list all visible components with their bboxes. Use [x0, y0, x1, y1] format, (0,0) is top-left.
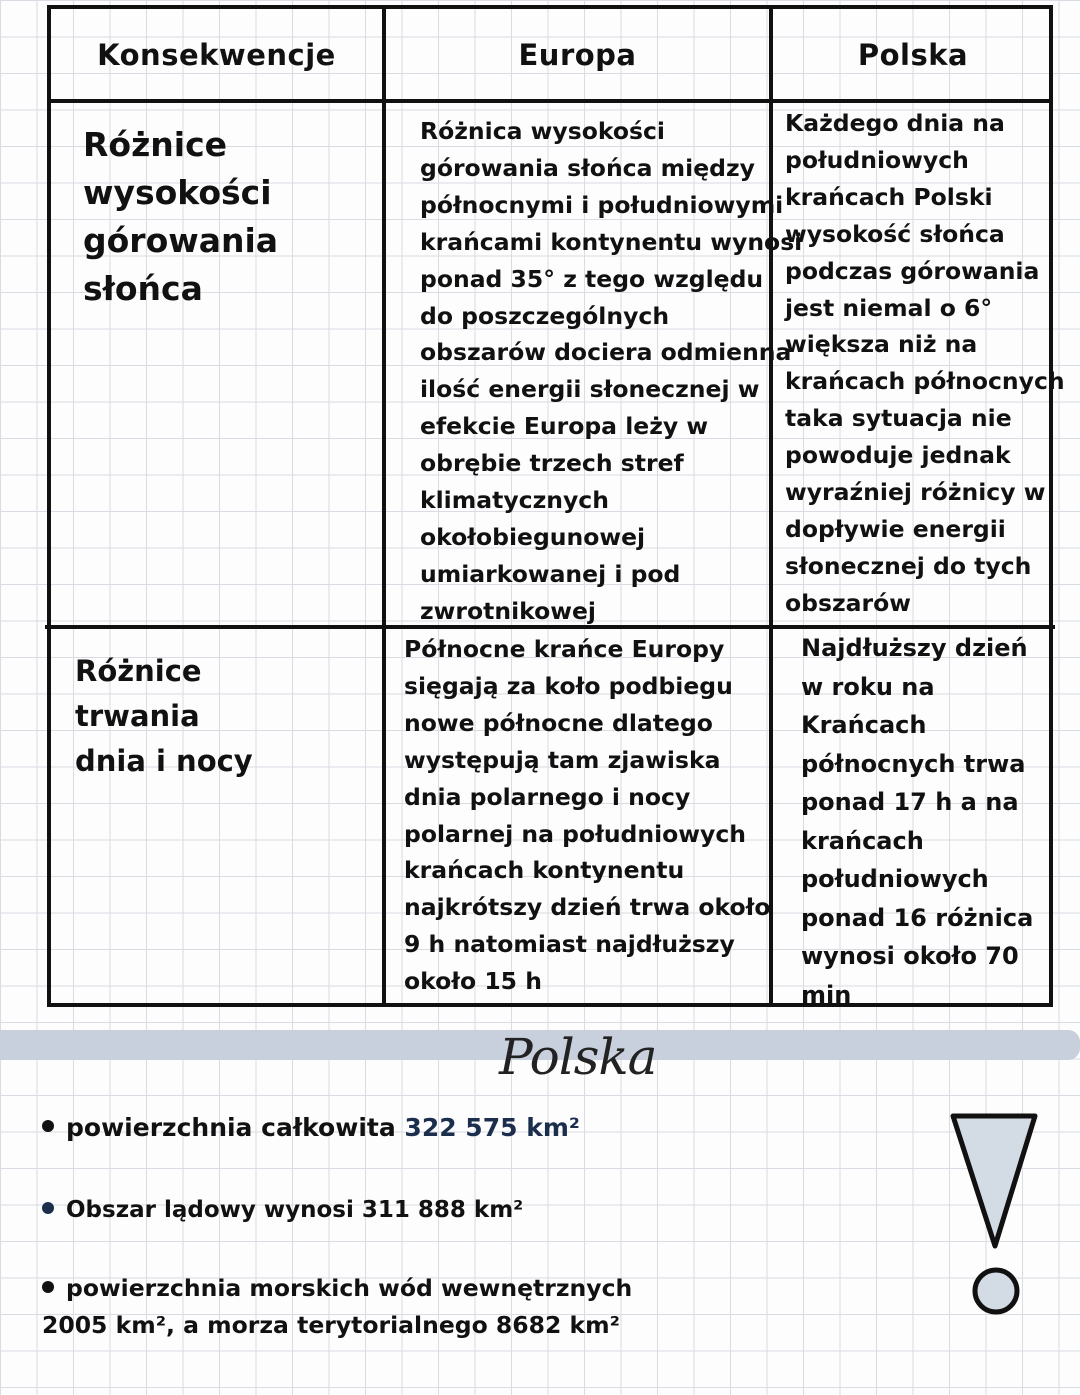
text-line: w roku na: [801, 672, 935, 701]
text-line: Najdłuższy dzień: [801, 634, 1028, 662]
text-line: słonecznej do tych: [785, 551, 1032, 580]
text-line: krańcami kontynentu wynosi: [420, 227, 803, 256]
text-line: umiarkowanej i pod: [420, 559, 681, 588]
bullet-dot: [42, 1281, 54, 1293]
row2-label-line: Różnice: [75, 654, 202, 688]
text-line: polarnej na południowych: [404, 819, 747, 848]
row2-label: [75, 649, 253, 784]
fact-line: 2005 km², a morza terytorialnego 8682 km²: [42, 1311, 620, 1339]
text-line: obrębie trzech stref: [420, 449, 684, 478]
fact-water-area: [42, 1270, 632, 1344]
text-line: ilość energii słonecznej w: [420, 375, 760, 404]
text-line: większa niż na: [785, 330, 978, 359]
text-line: Północne krańce Europy: [404, 635, 725, 663]
fact-text: powierzchnia morskich wód wewnętrznych: [66, 1274, 633, 1302]
text-line: jest niemal o 6°: [785, 293, 993, 322]
text-line: dopływie energii: [785, 514, 1006, 543]
text-line: wynosi około 70: [801, 942, 1019, 970]
bullet-dot: [42, 1202, 54, 1214]
header-europa: Europa: [518, 38, 637, 72]
text-line: południowych: [785, 145, 969, 174]
text-line: Różnica wysokości: [420, 117, 665, 145]
fact-line: [42, 1270, 632, 1307]
row1-label-line: górowania: [83, 221, 279, 260]
header-polska: Polska: [857, 38, 969, 72]
fact-text: powierzchnia całkowita: [66, 1113, 405, 1142]
row1-label-line: wysokości: [83, 173, 272, 212]
row2-label-line: dnia i nocy: [75, 744, 253, 778]
text-line: krańcach północnych: [785, 367, 1065, 396]
text-line: efekcie Europa leży w: [420, 412, 709, 441]
text-line: południowych: [801, 865, 989, 893]
row1-polska-text: [785, 105, 1065, 622]
text-line: ponad 35° z tego względu: [420, 264, 764, 293]
text-line: nowe północne dlatego: [404, 708, 713, 737]
exclamation-icon: [945, 1108, 1045, 1323]
bullet-dot: [42, 1120, 54, 1132]
column-divider: [382, 9, 386, 1003]
text-line: krańcach Polski: [785, 182, 993, 211]
row1-label: [83, 121, 278, 313]
text-line: zwrotnikowej: [420, 596, 596, 625]
row2-polska-text: [801, 629, 1033, 1014]
text-line: taka sytuacja nie: [785, 404, 1012, 433]
fact-text: Obszar lądowy wynosi 311 888 km²: [66, 1197, 524, 1223]
header-konsekwencje: Konsekwencje: [97, 38, 336, 72]
row1-label-line: słońca: [83, 269, 203, 308]
text-line: około 15 h: [404, 967, 542, 996]
text-line: krańcach kontynentu: [404, 856, 685, 885]
text-line: Każdego dnia na: [785, 109, 1005, 137]
text-line: wysokość słońca: [785, 219, 1005, 248]
comparison-table: [47, 5, 1065, 1009]
row1-label-line: Różnice: [83, 125, 228, 164]
text-line: ponad 17 h a na: [801, 788, 1019, 816]
fact-total-area: [42, 1113, 580, 1142]
text-line: 9 h natomiast najdłuższy: [404, 930, 735, 959]
text-line: północnych trwa: [801, 749, 1026, 778]
text-line: górowania słońca między: [420, 153, 755, 182]
text-line: północnymi i południowymi: [420, 190, 784, 219]
text-line: ponad 16 różnica: [801, 903, 1034, 932]
text-line: najkrótszy dzień trwa około: [404, 893, 771, 922]
text-line: krańcach: [801, 826, 924, 855]
fact-land-area: [42, 1197, 523, 1223]
text-line: obszarów dociera odmienna: [420, 338, 792, 367]
text-line: dnia polarnego i nocy: [404, 782, 691, 811]
text-line: do poszczególnych: [420, 301, 670, 330]
text-line: obszarów: [785, 588, 911, 617]
section-title: Polska: [499, 1028, 657, 1086]
text-line: podczas górowania: [785, 256, 1040, 285]
text-line: klimatycznych: [420, 486, 609, 515]
text-line: powoduje jednak: [785, 441, 1011, 470]
text-line: min: [801, 980, 852, 1009]
text-line: Krańcach: [801, 711, 927, 739]
text-line: występują tam zjawiska: [404, 745, 721, 774]
fact-value: 322 575 km²: [404, 1113, 580, 1142]
row1-europa-text: [420, 113, 802, 630]
row2-europa-text: [404, 631, 771, 1000]
text-line: okołobiegunowej: [420, 522, 646, 551]
row2-label-line: trwania: [75, 699, 200, 733]
text-line: wyraźniej różnicy w: [785, 478, 1046, 507]
text-line: sięgają za koło podbiegu: [404, 671, 733, 700]
